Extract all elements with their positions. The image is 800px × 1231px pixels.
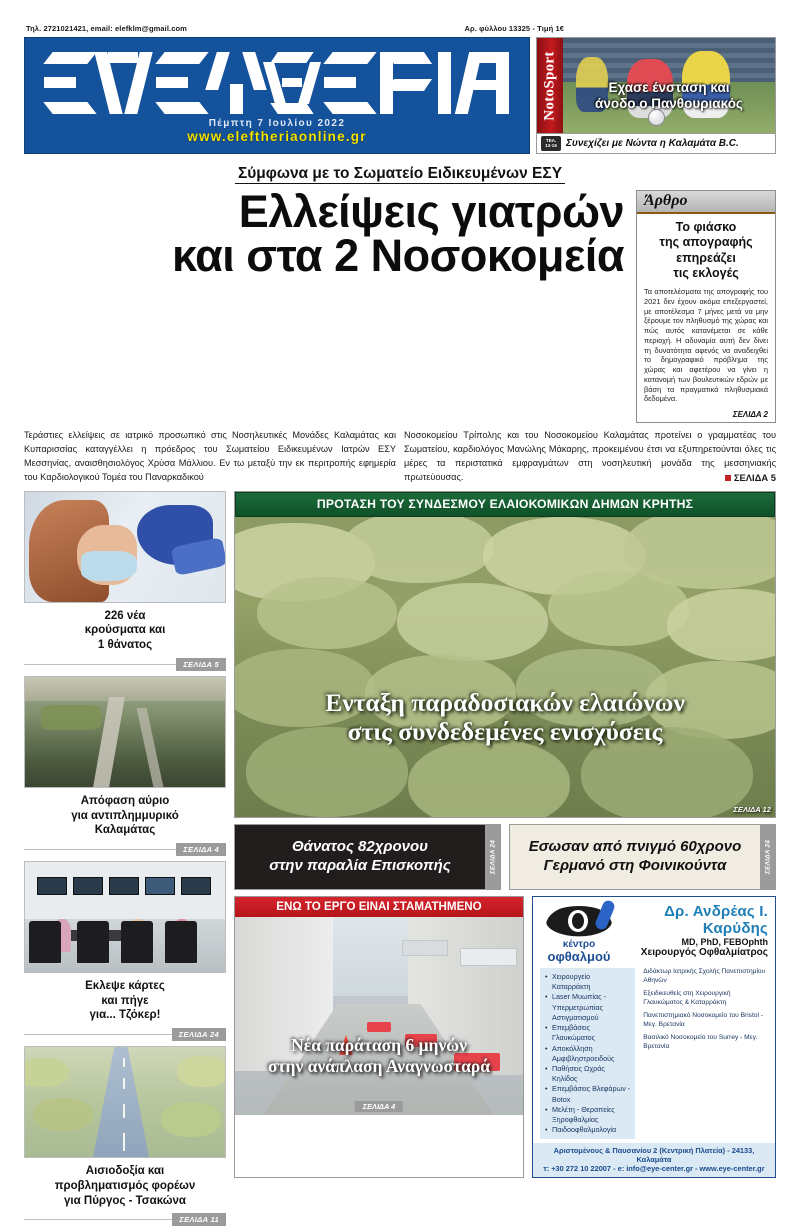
strip-line1: Εσωσαν από πνιγμό 60χρονο (528, 838, 742, 856)
logo-letter-iota (434, 50, 456, 116)
teaser-caption-line2: και πήγε (101, 994, 149, 1007)
shop-awning-1 (460, 948, 518, 966)
teaser-covid[interactable] (24, 491, 226, 671)
masthead-row (24, 37, 776, 154)
lane-dash-3 (123, 1104, 125, 1117)
logo-letter-epsilon-1 (42, 50, 94, 116)
ad-service-item: • Laser Μυωπίας - Υπερμετρωπίας Αστιγματισμού (545, 992, 630, 1023)
logo-letter-lambda (98, 50, 150, 116)
logo-letter-epsilon-3 (322, 50, 374, 116)
teaser-caption-line3: για... Τζόκερ! (89, 1009, 161, 1022)
page-badge-line1: ΤΕΛ. (545, 137, 557, 143)
teaser-caption (24, 1158, 226, 1212)
anagnostara-street-photo (235, 917, 523, 1115)
sport-promo-box[interactable] (536, 37, 776, 154)
opinion-title-line3: επηρεάζει (676, 250, 736, 265)
notosport-brand-rail (537, 38, 563, 133)
screen-2 (73, 877, 103, 895)
divider (24, 1034, 172, 1035)
top-info-strip (24, 24, 776, 37)
content-grid (24, 491, 776, 1231)
lead-headline-line2: και στα 2 Νοσοκομεία (172, 230, 624, 282)
teaser-highway[interactable] (24, 1046, 226, 1226)
notosport-brand-label: NotoSport (541, 50, 558, 121)
teaser-caption-line1: Αισιοδοξία και (85, 1165, 165, 1178)
sky-band (25, 677, 225, 701)
ad-service-item: • Παθήσεις Ωχράς Κηλίδος (545, 1064, 630, 1084)
ad-service-item: • Μελέτη - Θεραπείες Ξηροφθαλμίας (545, 1105, 630, 1125)
opinion-title-line1: Το φιάσκο (675, 220, 737, 234)
screen-5 (181, 877, 211, 895)
green-field (41, 705, 101, 729)
teaser-caption-line3: 1 θάνατος (97, 639, 153, 652)
teaser-caption-line2: κρούσματα και (84, 624, 166, 637)
strip-text (510, 825, 760, 889)
street-page-ref: ΣΕΛΙΔΑ 4 (355, 1101, 403, 1112)
teaser-caption (24, 788, 226, 842)
ad-service-item: • Αποκόλληση Αμφιβληστροειδούς (545, 1044, 630, 1064)
strip-page-tag (760, 825, 775, 889)
strip-text (235, 825, 485, 889)
chair-2 (77, 921, 109, 963)
screen-4 (145, 877, 175, 895)
lead-page-ref (725, 471, 776, 485)
street-headline-line2: στην ανάπλαση Αναγνωσταρά (267, 1056, 491, 1077)
strip-page-label: ΣΕΛΙΔΑ 24 (489, 839, 496, 874)
strip-line2: στην παραλία Επισκοπής (269, 856, 451, 874)
strip-page-tag (485, 825, 500, 889)
teaser-page-row (24, 657, 226, 671)
riverbed (137, 708, 164, 787)
lane-dash-4 (123, 1133, 125, 1151)
contact-info: Τηλ. 2721021421, email: elefklm@gmail.com (26, 24, 187, 33)
strip-rescue[interactable] (509, 824, 776, 890)
logo-letter-ypsilon (210, 50, 262, 116)
screen-1 (37, 877, 67, 895)
shop-awning-2 (402, 940, 448, 956)
lead-column-2-text: Νοσοκομείου Τρίπολης και του Νοσοκομείου Καλαμάτας προτείνει ο γραμματέας του Σωματείου, καρδιολόγος Μανώλης Μάκαρης, προκειμένου έτσι να εξυπηρετούνται όλες τις μέρες τα περιστατικά εμφραγμάτων στη νοσηλευτική μονάδα της μεσσηνιακής πρωτεύουσας. (404, 430, 776, 482)
teaser-caption-line1: 226 νέα (104, 609, 146, 622)
ad-credential-item: Διδάκτωρ Ιατρικής Σχολής Πανεπιστημίου Αθηνών (643, 967, 766, 984)
olive-canopy-5 (257, 577, 397, 649)
eye-icon (546, 905, 612, 938)
olive-headline-line2: στις συνδεδεμένες ενισχύσεις (347, 716, 663, 746)
page-badge-line2: 13-15 (545, 142, 557, 148)
divider (24, 849, 176, 850)
eye-clinic-advertisement[interactable] (532, 896, 776, 1179)
street-story-card[interactable] (234, 896, 524, 1179)
teaser-caption-line1: Απόφαση αύριο (80, 794, 170, 807)
ad-footer (533, 1143, 775, 1177)
lead-headline-block (24, 186, 628, 423)
masthead-date: Πέμπτη 7 Ιουλίου 2022 (208, 118, 346, 129)
teaser-caption-line2: προβληματισμός φορέων (54, 1179, 196, 1192)
opinion-title-line4: τις εκλογές (673, 265, 739, 280)
right-content-column (234, 491, 776, 1231)
olive-headline-line1: Ενταξη παραδοσιακών ελαιώνων (325, 687, 685, 717)
sport-promo-footer[interactable] (537, 133, 775, 153)
road-barrier-3 (367, 1022, 390, 1032)
olive-story-card[interactable] (234, 491, 776, 818)
olive-story-bar: ΠΡΟΤΑΣΗ ΤΟΥ ΣΥΝΔΕΣΜΟΥ ΕΛΑΙΟΚΟΜΙΚΩΝ ΔΗΜΩΝ ΚΡΗΤΗΣ (235, 492, 775, 517)
ad-doctor-specialty: Χειρουργός Οφθαλμίατρος (640, 946, 768, 958)
river-valley-photo (24, 676, 226, 788)
divider (24, 664, 176, 665)
opinion-article-page-ref: ΣΕΛΙΔΑ 2 (732, 410, 768, 420)
street-story-headline (235, 1035, 523, 1077)
teaser-flood-project[interactable] (24, 676, 226, 856)
strip-drowning-death[interactable] (234, 824, 501, 890)
roadside-bush-3 (177, 1056, 226, 1087)
sky-band (333, 917, 408, 996)
masthead-website[interactable]: www.eleftheriaonline.gr (187, 129, 367, 144)
square-bullet-icon (725, 475, 731, 481)
masthead (24, 37, 530, 154)
lead-headline (24, 186, 628, 282)
sport-footer-text: Συνεχίζει με Νώντα η Καλαμάτα B.C. (566, 138, 739, 149)
ad-credential-item: Βασιλικό Νοσοκομείο του Surrey - Μεγ. Βρετανία (643, 1033, 758, 1050)
masthead-logo (25, 38, 529, 120)
lead-column-1: Τεράστιες ελλείψεις σε ιατρικό προσωπικό στις Νοσηλευτικές Μονάδες Καλαμάτας και Κυπαρισσίας καταγγέλλει η πρόεδρος του Σωματείου Ειδικευμένων Ιατρών ΕΣΥ Μεσσηνίας, αναισθησιολόγος Χρύσα Μάλλιου. Εν τω μεταξύ την εκ περιτροπής εφημερία του Καρδιολογικού Τομέα του Παναρκαδικού (24, 430, 396, 482)
chair-4 (165, 921, 197, 963)
roadside-bush-1 (24, 1058, 69, 1087)
logo-letter-alpha (460, 50, 512, 116)
highway-photo (24, 1046, 226, 1158)
olive-story-headline (235, 688, 775, 746)
teaser-page-row (24, 1212, 226, 1226)
chair-1 (29, 921, 61, 963)
bottom-row (234, 896, 776, 1179)
olive-canopy-2 (343, 517, 494, 583)
olive-canopy-14 (408, 739, 570, 817)
lead-page-ref-text: ΣΕΛΙΔΑ 5 (733, 471, 776, 483)
opinion-article-box[interactable] (636, 190, 776, 423)
teaser-page-tag: ΣΕΛΙΔΑ 5 (176, 658, 226, 671)
lead-area (24, 186, 776, 423)
football-photo (563, 38, 775, 133)
opinion-article-body: Τα αποτελέσματα της απογραφής του 2021 δεν έχουν ακόμα επεξεργαστεί, με αποτέλεσμα 7 μήνες μετά να μην ξέρουμε τον πληθυσμό της χώρας και πώς αυτός κατανέμεται σε κάθε περιοχή. Η αδυναμία αυτή δεν δίνει τη δυνατότητα αφενός να αναδειχθεί το δημογραφικό πρόβλημα της χώρας και αφετέρου να γίνει η κατανομή των βουλευτικών εδρών με βάση τα πραγματικά πληθυσμιακά δεδομένα. (644, 287, 768, 404)
road-surface (93, 1047, 149, 1157)
street-story-bar: ΕΝΩ ΤΟ ΕΡΓΟ ΕΙΝΑΙ ΣΤΑΜΑΤΗΜΕΝΟ (235, 897, 523, 917)
teaser-caption (24, 603, 226, 657)
teaser-caption-line3: για Πύργος - Τσακώνα (64, 1194, 186, 1207)
face-mask (81, 551, 137, 581)
olive-grove-photo (235, 517, 775, 817)
sport-headline (563, 80, 775, 113)
opinion-article-header (637, 191, 775, 214)
ad-doctor-block (626, 903, 768, 958)
ad-logo (540, 903, 618, 964)
lane-dash-1 (123, 1058, 125, 1067)
ad-service-item: • Επεμβάσεις Βλεφάρων - Botox (545, 1084, 630, 1104)
lane-dash-2 (123, 1078, 125, 1089)
lead-kicker (24, 165, 776, 185)
ad-body (540, 968, 768, 1140)
ad-credential-item: Πανεπιστημιακό Νοσοκομείο του Bristol - Μεγ. Βρετανία (643, 1011, 763, 1028)
divider (24, 1219, 172, 1220)
olive-page-ref: ΣΕΛΙΔΑ 12 (733, 804, 771, 814)
chair-3 (121, 921, 153, 963)
ad-service-item: • Επεμβάσεις Γλαυκώματος (545, 1023, 630, 1043)
issue-info: Αρ. φύλλου 13325 - Τιμή 1€ (464, 24, 564, 33)
lead-text-columns (24, 429, 776, 485)
teaser-caption (24, 973, 226, 1027)
logo-letter-theta (266, 50, 318, 116)
betting-shop-photo (24, 861, 226, 973)
street-headline-line1: Νέα παράταση 6 μηνών (291, 1035, 467, 1056)
strip-page-label: ΣΕΛΙΔΑ 24 (764, 839, 771, 874)
sport-headline-line2: άνοδο ο Πανθουριακός (595, 96, 743, 112)
teaser-caption-line2: για αντιπλημμυρικό (71, 809, 179, 822)
sport-promo-main (537, 38, 775, 133)
logo-letter-rho (378, 50, 430, 116)
opinion-article-label: Άρθρο (644, 192, 688, 209)
opinion-article-title (637, 214, 775, 285)
teaser-page-tag: ΣΕΛΙΔΑ 11 (172, 1213, 226, 1226)
headline-strips (234, 824, 776, 890)
teaser-page-tag: ΣΕΛΙΔΑ 4 (176, 843, 226, 856)
roadside-bush-2 (33, 1098, 93, 1131)
lead-kicker-text: Σύμφωνα με το Σωματείο Ειδικευμένων ΕΣΥ (235, 165, 565, 184)
ad-doctor-name: Δρ. Ανδρέας Ι. Καρύδης (664, 902, 768, 937)
teaser-page-row (24, 842, 226, 856)
teaser-page-row (24, 1027, 226, 1041)
sport-headline-line1: Εχασε ένσταση και (608, 79, 730, 95)
screen-3 (109, 877, 139, 895)
logo-letter-epsilon-2 (154, 50, 206, 116)
strip-line2: Γερμανό στη Φοινικούντα (543, 856, 727, 874)
strip-line1: Θάνατος 82χρονου (291, 838, 429, 856)
olive-canopy-7 (548, 571, 688, 646)
opinion-title-line2: της απογραφής (659, 235, 753, 250)
lead-headline-line1: Ελλείψεις γιατρών (238, 186, 624, 237)
roadside-bush-4 (161, 1102, 221, 1137)
ad-logo-line2: οφθαλμού (547, 948, 611, 964)
left-teaser-column (24, 491, 226, 1231)
teaser-caption-line3: Καλαμάτας (94, 824, 156, 837)
olive-canopy-6 (397, 583, 548, 661)
ad-contact[interactable]: τ: +30 272 10 22007 - e: info@eye-center.gr - www.eye-center.gr (543, 1164, 765, 1174)
ad-service-item: • Παιδοοφθαλμολογία (545, 1125, 630, 1135)
lead-column-2 (404, 429, 776, 485)
ad-credential-item: Εξειδικευθείς στη Χειρουργική Γλαυκώματος & Καταρράκτη (643, 989, 731, 1006)
ad-service-item: • Χειρουργείο Καταρράκτη (545, 972, 630, 992)
ad-doctor-degrees: MD, PhD, FEBOphth (681, 936, 768, 947)
ad-header (540, 903, 768, 964)
ad-address: Αριστομένους & Παυσανίου 2 (Κεντρική Πλατεία) - 24133, Καλαμάτα (553, 1146, 755, 1165)
page-badge-icon (541, 136, 561, 151)
ad-services-list (540, 968, 635, 1140)
covid-test-photo (24, 491, 226, 603)
teaser-page-tag: ΣΕΛΙΔΑ 24 (172, 1028, 226, 1041)
ad-credentials (643, 968, 768, 1140)
teaser-card-theft[interactable] (24, 861, 226, 1041)
teaser-caption-line1: Εκλεψε κάρτες (85, 980, 165, 992)
ad-logo-line1: κέντρο (562, 938, 596, 950)
